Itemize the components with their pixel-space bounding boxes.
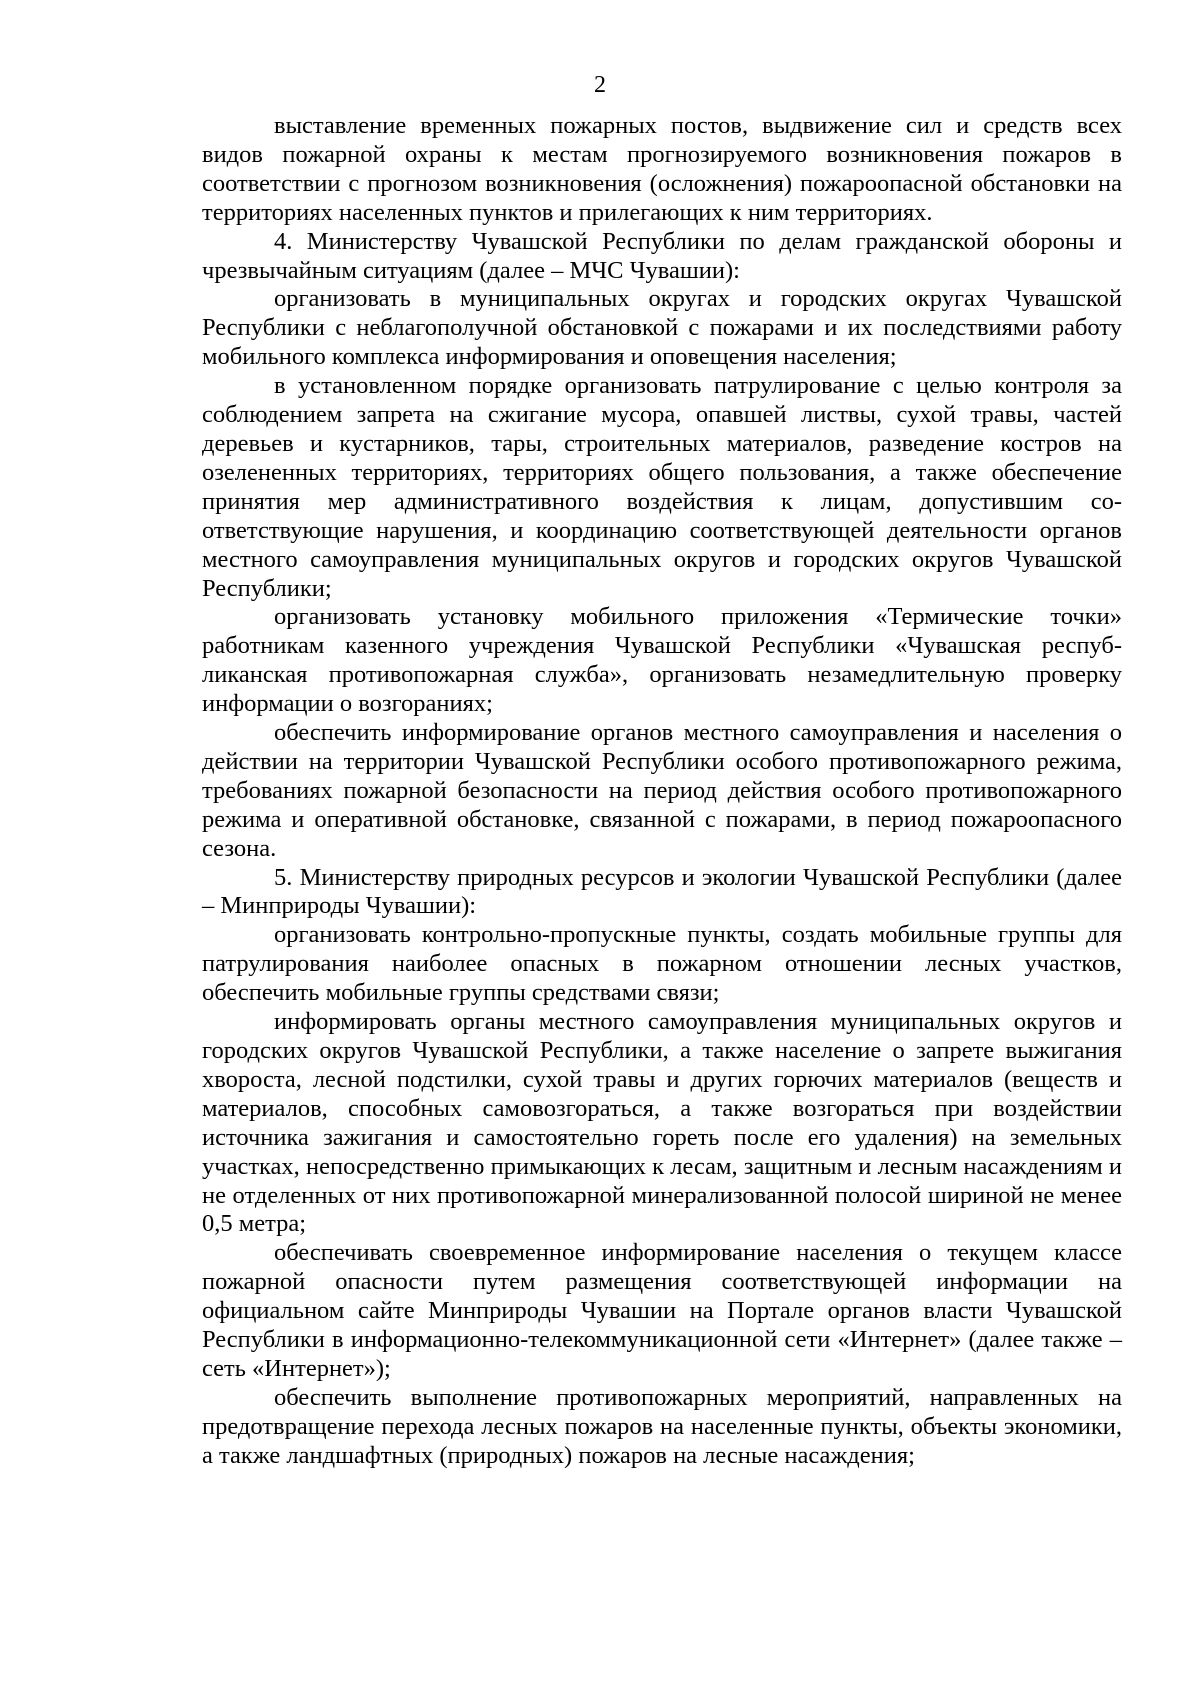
paragraph-temporary-fire-posts: выставление временных пожарных постов, выдвижение сил и средств всех видов пожарной охраны к местам прогнозируемого возникновения пожаров в соответствии с прогнозом возникновения (осложнения) пожароопасной обстановки на территориях населенных пунктов и прилегающих к ним территориях. xyxy=(202,112,1122,226)
paragraph-checkpoints: организовать контрольно-пропускные пункты, создать мобильные группы для патрулирования наиболее опасных в пожарном отношении лесных участков, обеспечить мобильные группы средствами связи; xyxy=(202,921,1122,1007)
paragraph-item-5-minprirody: 5. Министерству природных ресурсов и экологии Чувашской Республики (далее – Минприроды Чувашии): xyxy=(202,863,1122,920)
paragraph-fire-danger-class: обеспечивать своевременное информирование населения о текущем классе пожарной опасности путем размещения соответствующей информации на официальном сайте Минприроды Чувашии на Портале органов власти Чувашской Республики в информационно-телекоммуникационной сети «Интернет» (далее также – сеть «Интернет»); xyxy=(202,1239,1122,1382)
paragraph-item-4-mchs: 4. Министерству Чувашской Республики по делам гражданской обороны и чрезвычайным ситуациям (далее – МЧС Чувашии): xyxy=(202,227,1122,284)
page-number: 2 xyxy=(594,72,606,98)
paragraph-thermal-points-app: организовать установку мобильного приложения «Термические точки» работникам казенного учреждения Чувашской Республики «Чувашская республиканская противопожарная служба», организовать незамедлительную проверку информации о возгораниях; xyxy=(202,603,1122,718)
paragraph-patrolling: в установленном порядке организовать патрулирование с целью контроля за соблюдением запрета на сжигание мусора, опавшей листвы, сухой травы, частей деревьев и кустарников, тары, строительных материалов, разведение костров на озелененных территориях, территориях общего пользования, а также обеспечение принятия мер административного воздействия к лицам, допустившим соответствующие нарушения, и координацию соответствующей деятельности органов местного самоуправления муниципальных округов и городских округов Чувашской Республики; xyxy=(202,372,1122,602)
paragraph-fire-prevention-measures: обеспечить выполнение противопожарных мероприятий, направленных на предотвращение перехода лесных пожаров на населенные пункты, объекты экономики, а также ландшафтных (природных) пожаров на лесные насаждения; xyxy=(202,1383,1122,1469)
document-body xyxy=(202,112,1122,1471)
paragraph-informing-population: обеспечить информирование органов местного самоуправления и населения о действии на территории Чувашской Республики особого противопожарного режима, требованиях пожарной безопасности на период действия особого противопожарного режима и оперативной обстановке, связанной с пожарами, в период пожароопасного сезона. xyxy=(202,719,1122,862)
paragraph-burning-ban: информировать органы местного самоуправления муниципальных округов и городских округов Чувашской Республики, а также население о запрете выжигания хвороста, лесной подстилки, сухой травы и других горючих материалов (веществ и материалов, способных самовозгораться, а также возгораться при воздействии источника зажигания и самостоятельно гореть после его удаления) на земельных участках, непосредственно примыкающих к лесам, защитным и лесным насаждениям и не отделенных от них противопожарной минерализованной полосой шириной не менее 0,5 метра; xyxy=(202,1008,1122,1238)
paragraph-mobile-complex: организовать в муниципальных округах и городских округах Чувашской Республики с неблагополучной обстановкой с пожарами и их последствиями работу мобильного комплекса информирования и оповещения населения; xyxy=(202,285,1122,371)
